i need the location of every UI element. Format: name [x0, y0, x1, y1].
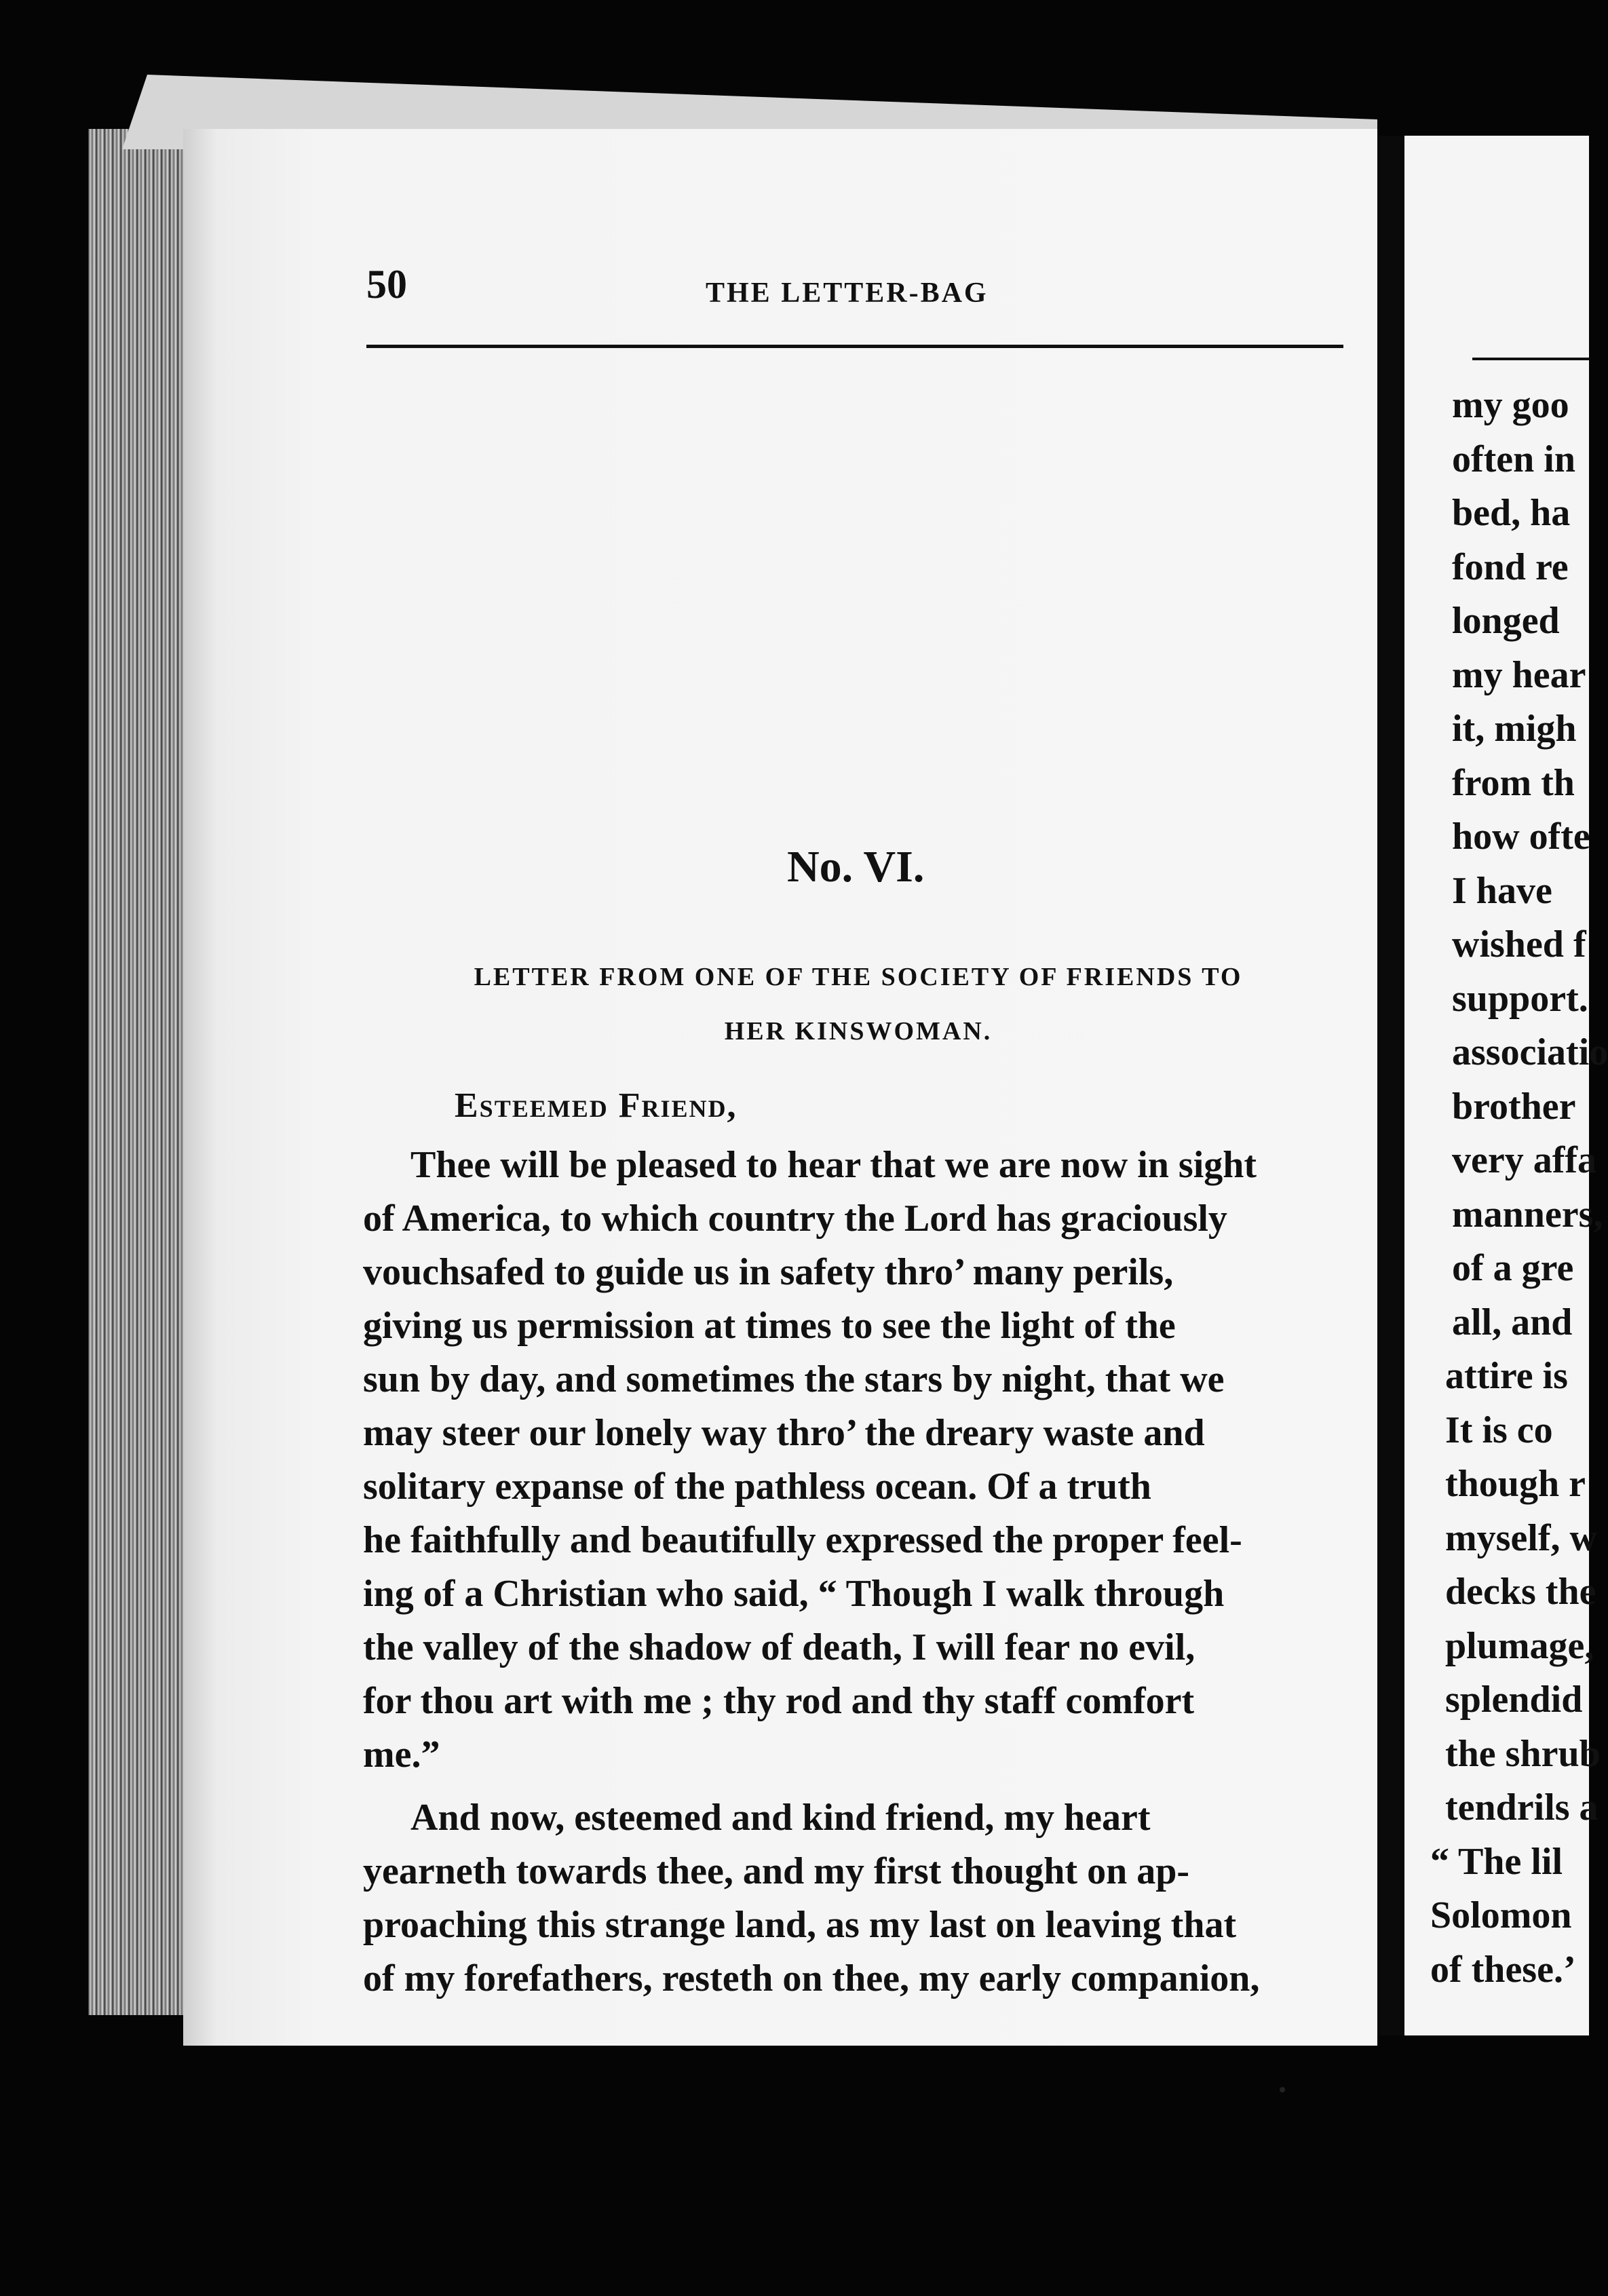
right-page-line: my hear [1452, 653, 1586, 696]
text-line: solitary expanse of the pathless ocean. Of a truth [363, 1466, 1151, 1508]
book-gutter [1377, 136, 1404, 2035]
paragraph-2 [363, 1791, 1350, 2006]
right-page-line: splendid [1445, 1679, 1583, 1721]
text-line: ing of a Christian who said, “ Though I walk through [363, 1573, 1225, 1615]
letter-title-line: LETTER FROM ONE OF THE SOCIETY OF FRIENDS TO [474, 963, 1243, 991]
right-page-line: from th [1452, 761, 1575, 804]
right-page-line: decks the [1445, 1571, 1596, 1613]
right-page-line: very affa [1452, 1139, 1597, 1181]
text-line: Thee will be pleased to hear that we are now in sight [410, 1144, 1257, 1186]
right-page-line: plumage, [1445, 1624, 1594, 1667]
right-page-line: longed [1452, 600, 1560, 642]
right-page-line: though r [1445, 1463, 1586, 1505]
right-page-line: Solomon [1430, 1894, 1572, 1936]
right-page-line: associatio [1452, 1031, 1608, 1073]
right-page-line: fond re [1452, 546, 1569, 588]
ink-dot [1280, 2087, 1285, 2092]
right-page-line: often in [1452, 438, 1575, 480]
text-line: for thou art with me ; thy rod and thy staff comfort [363, 1680, 1195, 1722]
right-page-line: It is co [1445, 1409, 1553, 1451]
text-line: yearneth towards thee, and my first thought on ap- [363, 1850, 1189, 1892]
running-head: THE LETTER-BAG [706, 278, 989, 309]
text-line: may steer our lonely way thro’ the dreary waste and [363, 1412, 1205, 1454]
paragraph-1 [363, 1139, 1350, 1782]
right-page-line: manners, [1452, 1193, 1603, 1236]
book-page-edges [88, 129, 190, 2015]
header-rule [366, 345, 1343, 348]
right-page-line: attire is [1445, 1355, 1568, 1397]
right-page-line: wished f [1452, 923, 1586, 965]
text-line: of my forefathers, resteth on thee, my early companion, [363, 1957, 1260, 2000]
right-page-line: myself, w [1445, 1516, 1597, 1559]
right-page-line: it, migh [1452, 708, 1577, 750]
right-page-line: bed, ha [1452, 492, 1571, 534]
text-line: he faithfully and beautifully expressed the proper feel- [363, 1519, 1242, 1561]
page-number: 50 [366, 262, 407, 307]
text-line: proaching this strange land, as my last on leaving that [363, 1904, 1237, 1946]
right-page-line: brother [1452, 1085, 1576, 1128]
right-page-line: all, and [1452, 1301, 1573, 1343]
text-line: sun by day, and sometimes the stars by night, that we [363, 1358, 1225, 1400]
right-page-line: support. [1452, 977, 1588, 1020]
right-page-line: I have [1452, 869, 1552, 912]
right-page-line: of a gre [1452, 1247, 1574, 1289]
right-page-header-rule [1472, 358, 1589, 360]
right-page-line: my goo [1452, 384, 1569, 426]
right-page [1404, 136, 1608, 2035]
right-page-line: the shrub [1445, 1732, 1601, 1775]
letter-title-line: HER KINSWOMAN. [724, 1017, 993, 1046]
right-page-line: how ofte [1452, 816, 1590, 858]
text-line: And now, esteemed and kind friend, my heart [410, 1797, 1151, 1839]
text-line: giving us permission at times to see the light of the [363, 1305, 1176, 1347]
text-line: of America, to which country the Lord has graciously [363, 1198, 1227, 1240]
right-page-line: of these.’ [1430, 1948, 1576, 1991]
right-page-line: “ The lil [1430, 1840, 1563, 1883]
text-line: vouchsafed to guide us in safety thro’ many perils, [363, 1251, 1174, 1293]
salutation: Esteemed Friend, [455, 1086, 738, 1125]
right-page-line: tendrils a [1445, 1786, 1599, 1829]
letter-title [366, 950, 1350, 1058]
text-line: the valley of the shadow of death, I will fear no evil, [363, 1626, 1195, 1668]
text-line: me.” [363, 1734, 440, 1776]
letter-number: No. VI. [787, 842, 925, 892]
